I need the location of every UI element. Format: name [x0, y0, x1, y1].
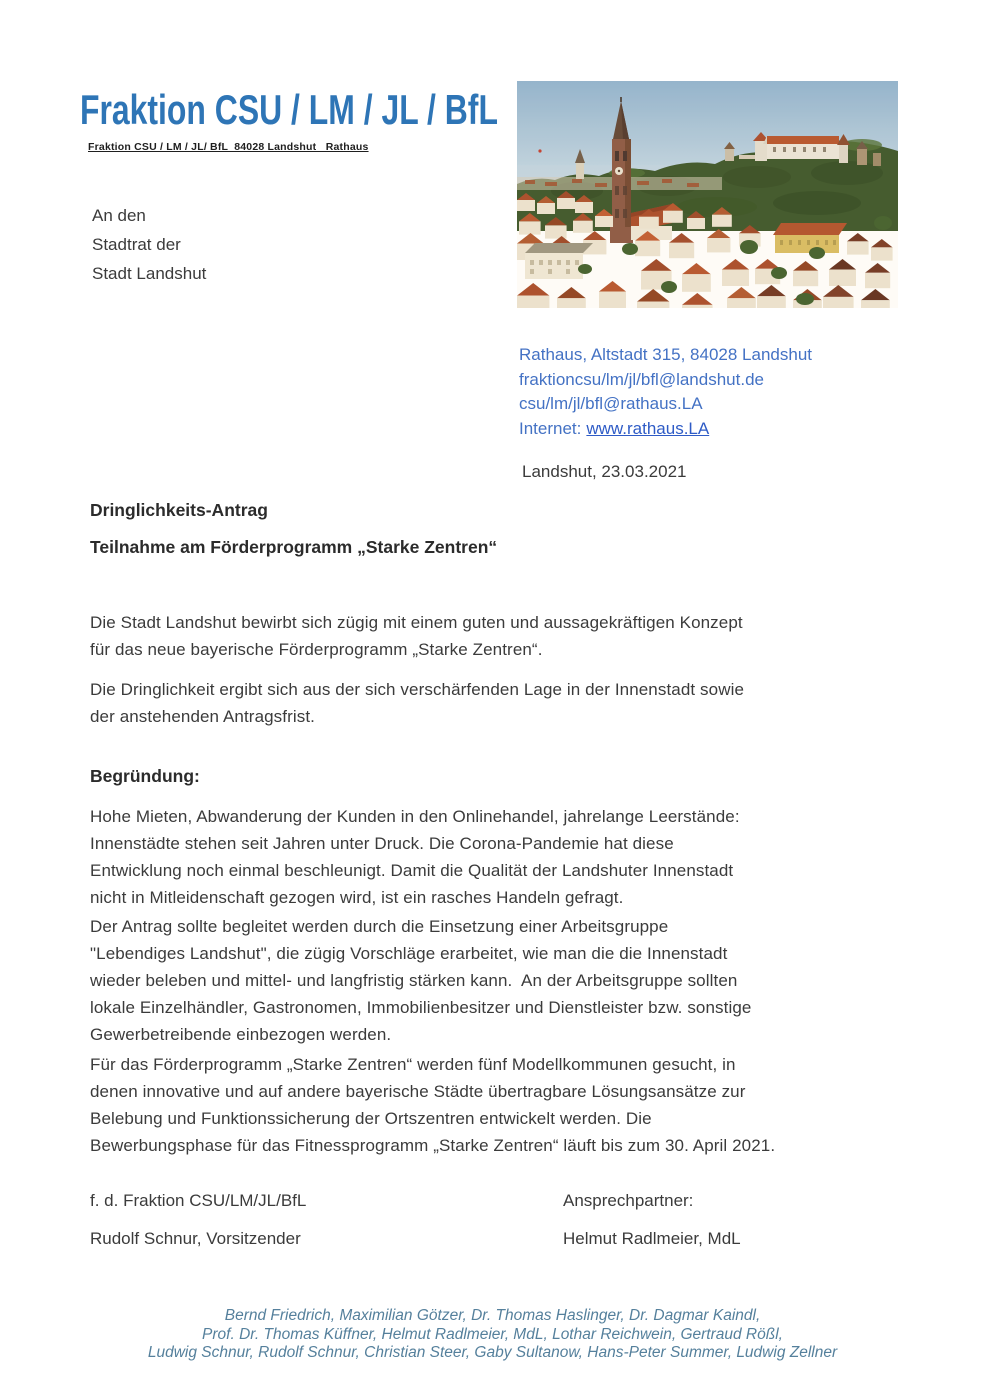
text-line: nicht in Mitleidenschaft gezogen wird, ist ein rasches Handeln gefragt. [90, 888, 624, 907]
contact-email: csu/lm/jl/bfl@rathaus.LA [519, 394, 703, 413]
recipient-block [92, 201, 206, 288]
paragraph-5 [90, 1051, 900, 1159]
text-line: Belebung und Funktionssicherung der Ortszentren entwickelt werden. Die [90, 1109, 652, 1128]
text-line: Entwicklung noch einmal beschleunigt. Damit die Qualität der Landshuter Innenstadt [90, 861, 734, 880]
contact-block [519, 343, 812, 441]
contact-address: Rathaus, Altstadt 315, 84028 Landshut [519, 345, 813, 364]
photo-warm-light-overlay [517, 81, 898, 308]
photo-illustration [517, 81, 898, 308]
footer-line: Bernd Friedrich, Maximilian Götzer, Dr. Thomas Haslinger, Dr. Dagmar Kaindl, [224, 1307, 761, 1324]
text-line: Innenstädte stehen seit Jahren unter Druck. Die Corona-Pandemie hat diese [90, 834, 674, 853]
text-line: Die Stadt Landshut bewirbt sich zügig mit einem guten und aussagekräftigen Konzept [90, 613, 743, 632]
text-line: Der Antrag sollte begleitet werden durch die Einsetzung einer Arbeitsgruppe [90, 917, 669, 936]
text-line: "Lebendiges Landshut", die zügig Vorschläge erarbeitet, wie man die die Innenstadt [90, 944, 728, 963]
faction-members-footer [0, 1307, 985, 1363]
text-line: Bewerbungsphase für das Fitnessprogramm „Starke Zentren“ läuft bis zum 30. April 2021. [90, 1136, 776, 1155]
website-link[interactable]: www.rathaus.LA [586, 418, 710, 438]
signature-chairman-name: Rudolf Schnur, Vorsitzender [90, 1229, 301, 1248]
footer-line: Prof. Dr. Thomas Küffner, Helmut Radlmeier, MdL, Lothar Reichwein, Gertraud Rößl, [202, 1325, 783, 1343]
subject-heading-urgency: Dringlichkeits-Antrag [90, 500, 268, 520]
paragraph-3 [90, 803, 900, 911]
text-line: denen innovative und auf andere bayerische Städte übertragbare Lösungsansätze zur [90, 1082, 746, 1101]
text-line: lokale Einzelhändler, Gastronomen, Immobilienbesitzer und Dienstleister bzw. sonstige [90, 998, 752, 1017]
contact-email: fraktioncsu/lm/jl/bfl@landshut.de [519, 369, 764, 389]
text-line: Gewerbetreibende einbezogen werden. [90, 1025, 392, 1044]
reason-heading: Begründung: [90, 766, 200, 786]
subject-heading-topic: Teilnahme am Förderprogramm „Starke Zentren“ [90, 537, 498, 557]
contact-person-label: Ansprechpartner: [563, 1191, 694, 1210]
letterhead-title: Fraktion CSU / LM / JL / BfL [80, 86, 498, 133]
text-line: wieder beleben und mittel- und langfristig stärken kann. An der Arbeitsgruppe sollten [90, 971, 738, 990]
contact-person-name: Helmut Radlmeier, MdL [563, 1229, 741, 1248]
signature-faction-line: f. d. Fraktion CSU/LM/JL/BfL [90, 1191, 307, 1210]
letterhead-address-line: Fraktion CSU / LM / JL/ BfL 84028 Landshut Rathaus [88, 141, 369, 153]
text-line: Die Dringlichkeit ergibt sich aus der sich verschärfenden Lage in der Innenstadt sowie [90, 680, 745, 699]
internet-label: Internet: [519, 418, 582, 438]
recipient-line: Stadtrat der [92, 235, 181, 254]
text-line: für das neue bayerische Förderprogramm „Starke Zentren“. [90, 640, 543, 659]
paragraph-2 [90, 676, 900, 730]
dateline: Landshut, 23.03.2021 [522, 462, 687, 481]
landshut-aerial-photo [517, 81, 898, 308]
text-line: der anstehenden Antragsfrist. [90, 707, 315, 726]
recipient-line: An den [92, 206, 146, 225]
paragraph-4 [90, 913, 900, 1048]
text-line: Hohe Mieten, Abwanderung der Kunden in den Onlinehandel, jahrelange Leerstände: [90, 807, 740, 826]
paragraph-1 [90, 609, 900, 663]
text-line: Für das Förderprogramm „Starke Zentren“ werden fünf Modellkommunen gesucht, in [90, 1055, 736, 1074]
footer-line: Ludwig Schnur, Rudolf Schnur, Christian Steer, Gaby Sultanow, Hans-Peter Summer, Ludwig Zellner [147, 1344, 838, 1361]
recipient-line: Stadt Landshut [92, 264, 207, 283]
